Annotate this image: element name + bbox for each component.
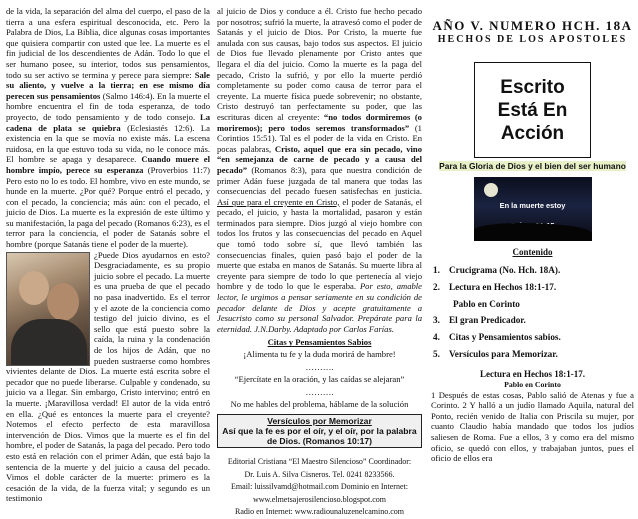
column-left [6,6,210,504]
contact-email: Email: luissilvamd@hotmail.com Dominio en Internet: [231,482,408,492]
column-middle [217,6,422,519]
memory-verse-heading: Versículos por Memorizar [267,415,372,426]
cite-3: No me hables del problema, háblame de la solución [230,399,409,410]
memory-verse-box [217,414,422,448]
toc-subitem: Pablo en Corinto [453,298,520,309]
cite-2: “Ejercítate en la oración, y las caídas se alejaran” [234,374,405,385]
night-image-caption: En la muerte estoy [499,201,566,210]
quote-corintios: “no todos dormiremos (o moriremos); pero todos seremos transformados” [217,111,422,133]
quote-romanos: Cristo, aquel que era sin pecado, vino “en semejanza de carne de pecado y a causa del pecado” [217,143,423,175]
closing-exhortation: Por esto, amable lector, le urgimos a pensar seriamente en su condición de pecador delante de Dios y acepte gratuitamente a Jesucristo como su personal Salvador. Prepárate para la eternidad. J.N.Darby. Adaptado por Carlos Farías. [217,281,422,334]
series-heading: HECHOS DE LOS APOSTOLES [437,34,628,45]
toc-item: 1. Crucigrama (No. Hch. 18A). [433,264,561,275]
publisher-footer: Editorial Cristiana “El Maestro Silencioso” Coordinador: Dr. Luis A. Silva Cisneros. Tel. 0241 8233566. Email: luissilvamd@hotmail.com Dominio en Internet: www.elmetsajerosilencioso.blogspot.com Radio en Internet: www.radiounaluzenelcamino.com [217,456,422,519]
column-right [431,6,634,464]
masthead-line-3: Acción [500,122,565,144]
quote-eclesiastes: La cadena de plata se quiebra [6,111,210,133]
cite-1: ¡Alimenta tu fe y la duda morirá de hambre! [243,349,396,359]
issue-heading: AÑO V. NUMERO HCH. 18A [432,18,633,33]
blog-url: www.elmetsajerosilencioso.blogspot.com [252,494,386,504]
article-body-left-2: ¿Puede Dios ayudarnos en esto? Desgraciadamente, es su propio juicio sobre el pecado. La muerte es una prueba de que el pecado no pasa inadvertido. Es el terror y el azote de la conciencia como testigo del juicio divino, es el sello que está puesto sobre la caída, la ruina y la condenación de los hijos de Adán, que no pueden sustraerse como hombres vivientes delante de Dios. La muerte está escrita sobre el pecador que no puede liberarse. Culpable y condenado, su juicio va a llegar. Sin embargo, Cristo intervino; entró en la muerte. ¡Maravillosa verdad! El autor de la vida entró en ella. ¿Qué es entonces la muerte para el creyente? Notemos el efecto perfecto de esta maravillosa intervención de Dios. Vimos que la muerte es el fin del hombre, el poder de Satanás, la paga del pecado. Pero todo esto está en relación con el primer Adán, que está bajo la sentencia de la muerte y del juicio a causa del pecado. Vimos el doble carácter de la muerte: primero es la cesación de la vida, de la fuerza vital; y segundo es un testimonio [6,249,210,504]
underlined-phrase: Así que para el creyente en Cristo, [217,196,340,207]
toc-item: 3. El gran Predicador. [433,314,526,325]
toc-item: 4. Citas y Pensamientos sabios. [433,331,561,342]
praying-people-photo [6,252,90,366]
memory-verse-text: Así que la fe es por el oír, y el oír, por la palabra de Dios. (Romanos 10:17) [222,425,417,446]
toc-item: 2. Lectura en Hechos 18:1-17. [433,281,557,292]
reading-text: 1 Después de estas cosas, Pablo salió de Atenas y fue a Corinto. 2 Y halló a un judío llamado Aquila, natural del Ponto, recién venido de Italia con Priscila su mujer, por cuanto Claudio había mandado que todos los judíos saliesen de Roma. Fue a ellos, 3 y como era del mismo oficio, se quedó con ellos, y trabajaban juntos, pues el oficio de ellos era [431,389,634,464]
tagline: Para la Gloria de Dios y el bien del ser humano [439,161,626,171]
masthead-line-2: Está En [497,99,568,121]
quote-proverbios: Cuando muere el hombre impío, perece su esperanza [6,154,210,175]
cite-separator-2: ………. [305,386,334,397]
cite-separator: ………. [305,361,334,372]
cites-title: Citas y Pensamientos Sabios [267,337,372,348]
toc-title: Contenido [512,247,553,257]
table-of-contents [431,247,634,363]
article-body-left: de la vida, la separación del alma del cuerpo, el paso de la tierra a una esfera espiritual desconocida, etc. Pero la Palabra de Dios, La Biblia, dice algunas cosas importantes que quisiera compartir con usted que lee. La muerte es el fin judicial de los descendientes de Adán. Todo lo que el ser humano posee, su interior, todos sus pensamientos, todo su ser activo se termina y perece para siempre: Sale su aliento, y vuelve a la tierra; en ese mismo día perecen sus pensamientos (Salmo 146:4). En la muerte el hombre encuentra el fin de toda esperanza, de todo proyecto, de todo pensamiento y de todo consejo. La cadena de plata se quiebra (Eclesiastés 12:6). La existencia en la que se movía no existe más. La escena ruidosa, en la que estuvo toda su vida, no le conoce más. El hombre se apaga y desaparece. Cuando muere el hombre impío, perece su esperanza (Proverbios 11:7) Pero esto no lo es todo. El hombre, vivo en este mundo, se hunde en la muerte. ¿Por qué? Porque entró el pecado, y con el pecado, la conciencia; más aún: con el pecado, el juicio de Dios. La muerte es la expresión de este último y su manifestación, la paga del pecado (Romanos 6:23), es el terror para la conciencia, el poder de Satanás sobre el hombre (porque Satanás tiene el poder de la muerte). [6,6,210,250]
reading-subtitle: Pablo en Corinto [504,379,561,389]
masthead-title-box [474,62,591,158]
quote-salmo: Sale su aliento, y vuelve a la tierra; en ese mismo día perecen sus pensamientos [6,69,210,101]
toc-item: 5. Versículos para Memorizar. [433,348,558,359]
article-body-middle: al juicio de Dios y conduce a él. Cristo fue hecho pecado por nosotros; sufrió la muerte, la atravesó como el poder de Satanás y el juicio de Dios. Por Cristo, la muerte fue anulada con sus causas, bajo todos sus aspectos. El juicio de Dios fue llevado plenamente por Cristo antes que llegara el día del juicio. Como la muerte es la paga del pecado, Cristo la sufrió, y por ello la muerte perdió completamente su poder como causa de terror para el creyente. La muerte física puede sobrevenir; no obstante, Cristo destruyó tan perfectamente su poder, que las escrituras dicen al creyente: “no todos dormiremos (o moriremos); pero todos seremos transformados” (1 Corintios 15:51). Tal es el poder de la vida en Cristo. En pocas palabras, Cristo, aquel que era sin pecado, vino “en semejanza de carne de pecado y a causa del pecado” (Romanos 8:3), para que nuestra condición de primer Adán fuese juzgada de tal manera que todas las consecuencias del pecado fuesen satisfechas en justicia. Así que para el creyente en Cristo, el poder de Satanás, el pecado, el juicio, y hasta la mortalidad, pasaron y están terminados para siempre. Dios juzgó al viejo hombre con todos los frutos y las consecuencias del pecado en Aquel que tomó todo sobre sí, que llevó también las consecuencias finales, quien pasó bajo el poder de la muerte que estaba en manos de Satanás. Su muerte libra al creyente para siempre de todo lo que pertenecía al viejo hombre y de todo lo que le esperaba. Por esto, amable lector, le urgimos a pensar seriamente en su condición de pecador delante de Dios y acepte gratuitamente a Jesucristo como su personal Salvador. Prepárate para la eternidad. J.N.Darby. Adaptado por Carlos Farías. [217,6,423,334]
masthead-line-1: Escrito [500,76,565,98]
radio-url: Radio en Internet: www.radiounaluzenelcamino.com [235,507,404,517]
night-sky-image [474,177,592,241]
reading-title: Lectura en Hechos 18:1-17. [480,368,585,379]
moon-icon [484,183,498,197]
